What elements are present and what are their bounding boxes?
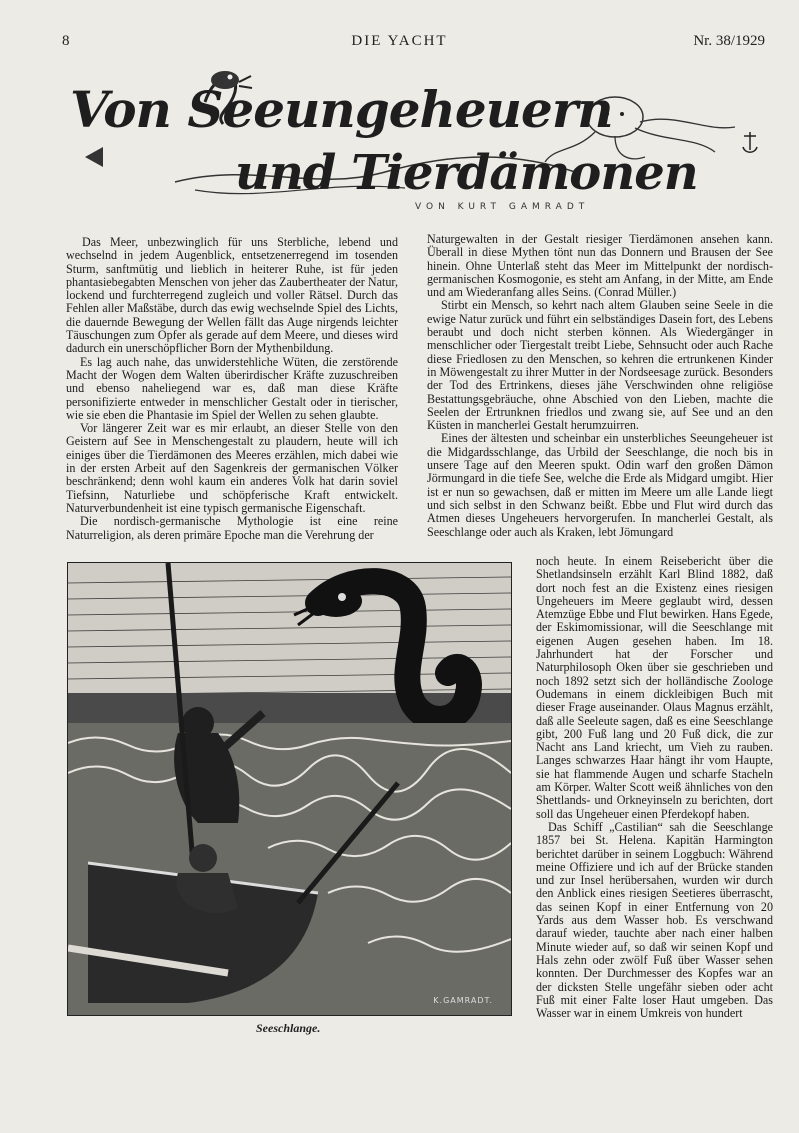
paragraph: Es lag auch nahe, das unwiderstehliche Wüten, die zerstörende Macht der Wogen dem Walten überirdischer Kräfte zuzuschreiben und ebenso naheliegend war es, daß man diese Kräfte personifizierte entweder in menschlicher Gestalt oder in tierischer, wie sie eben die Phantasie im Spiel der Wellen zu sehen glaubte. [66,354,398,422]
article-title-line-1: Von Seeungeheuern [70,80,613,139]
issue-number: Nr. 38/1929 [693,33,765,49]
paragraph: Vor längerer Zeit war es mir erlaubt, an dieser Stelle von den Geistern auf See in Menschengestalt zu plaudern, heute will ich einiges über die Tierdämonen des Meeres erzählen, mich dabei wie in der ersten Arbeit auf den Sagenkreis der germanischen Völker beschränkend; denn wohl kaum ein anderes Volk hat darin soviel Tiefsinn, Naturliebe und schöpferische Kraft entwickelt. Naturverbundenheit ist eine typisch germanische Eigenschaft. [66,421,398,515]
magazine-name: DIE YACHT [351,33,448,49]
illustration-drawing [68,563,511,1015]
illustration-caption: Seeschlange. [256,1021,321,1035]
article-title-line-2: und Tierdämonen [235,145,698,201]
sea-serpent-illustration [67,562,512,1016]
artist-signature: K.GAMRADT. [433,996,493,1005]
paragraph: Eines der ältesten und scheinbar ein unsterbliches Seeungeheuer ist die Midgardsschlange, das Urbild der Seeschlange, die noch bis in unsere Tage auf den Meeren spukt. Odin warf den großen Dämon Jörmungard in die tiefe See, welche die Erde als Midgard umgibt. Hier ist er nun so gewachsen, daß er mitten im Meere um alle Lande liegt und sich selbst in den Schwanz beißt. Ebbe und Flut wird durch das Atmen dieses Ungeheuers hervorgerufen. In mancherlei Gestalt, als Seeschlange oder auch als Kraken, lebt Jömungard [427,431,773,539]
paragraph: Das Schiff „Castilian“ sah die Seeschlange 1857 bei St. Helena. Kapitän Harmington berichtet darüber in seinem Loggbuch: Während meine Offiziere und ich auf der Brücke standen und zur Insel herübersahen, wurden wir durch den Anblick eines riesigen Seetieres überrascht, das seinen Kopf in einer Entfernung von 20 Yards aus dem Wasser hob. Es verschwand darauf wieder, tauchte aber nach einer halben Minute wieder auf, so daß wir seinen Kopf und Hals zehn oder zwölf Fuß über Wasser sehen konnten. Der Durchmesser des Kopfes war an der dicksten Stelle ungefähr sieben oder acht Fuß mit einer Falte loser Haut umgeben. Das Wasser war in einem Umkreis von hundert [536,819,773,1021]
right-text-column-top [427,233,773,555]
paragraph: Stirbt ein Mensch, so kehrt nach altem Glauben seine Seele in die ewige Natur zurück und führt ein selbständiges Dasein fort, des Lebens beraubt und doch nicht sterben können. Als Wiedergänger in menschlicher oder Tiergestalt treibt Liebe, Sehnsucht oder auch Rache diese Friedlosen zu den Menschen, so kehren die ertrunkenen Kinder in Möwengestalt zu ihrer Mutter in der Nordseesage zurück. Besonders der Tod des Ertrinkens, dieses jähe Verschwinden ohne religiöse Bestattungsgebräuche, ohne Abschied von den Lieben, machte die Seelen der Ertrunknen friedlos und zwang sie, auf See und an den Küsten in mancherlei Gestalt herumzuirren. [427,298,773,433]
left-text-column [66,236,398,548]
paragraph: noch heute. In einem Reisebericht über die Shetlandsinseln erzählt Karl Blind 1882, daß dort noch fest an die Existenz eines riesigen Ungeheuers im Meere geglaubt wird, dessen Atemzüge Ebbe und Flut bewirken. Hans Egede, der Eskimomissionar, will die Seeschlange mit eigenen Augen gesehen haben. Im 18. Jahrhundert hat der Forscher und Naturphilosoph Oken über sie geschrieben und noch 1892 setzt sich der holländische Zoologe Oudemans in einem dickleibigen Buch mit dieser Frage auseinander. Olaus Magnus erzählt, daß alle Seeleute sagen, daß es eine Seeschlange gibt, 200 Fuß lang und 20 Fuß dick, die zur Nacht ans Land kriecht, um Vieh zu rauben. Langes schwarzes Haar hängt ihr vom Haupte, sie hat flammende Augen und scharfe Stacheln am Körper. Walter Scott weiß ähnliches von den Shettlands- und Orkneyinseln zu berichten, dort soll das Ungeheuer einen Pferdekopf haben. [536,555,773,821]
paragraph: Naturgewalten in der Gestalt riesiger Tierdämonen ansehen kann. Überall in diese Mythen tönt nun das Donnern und Brausen der See hinein. Ohne Unterlaß steht das Meer im Mittelpunkt der nordisch-germanischen Kosmogonie, es steht am Anfang, in der Mitte, am Ende und am Wiederanfang alles Seins. (Conrad Müller.) [427,233,773,300]
article-byline: VON KURT GAMRADT [415,202,590,212]
right-text-column-bottom [536,555,773,1120]
paragraph: Das Meer, unbezwinglich für uns Sterbliche, lebend und wechselnd in jedem Augenblick, entsetzenerregend im tosenden Sturm, sanftmütig und lieblich in heiterer Ruhe, ist für jeden phantasiebegabten Menschen von jeher das Zaubertheater der Natur, lockend und furchterregend zugleich und voller Rätsel. Durch das Fehlen aller Maßstäbe, durch das ewig wechselnde Spiel des Lichts, die dauernde Bewegung der Wellen fällt das Auge nirgends leichter Täuschungen zum Opfer als gerade auf dem Meere, und dieses wird dadurch ein unerschöpflicher Born der Mythenbildung. [66,236,398,356]
page-number: 8 [62,33,70,49]
paragraph: Die nordisch-germanische Mythologie ist eine reine Naturreligion, als deren primäre Epoche man die Verehrung der [66,514,398,542]
